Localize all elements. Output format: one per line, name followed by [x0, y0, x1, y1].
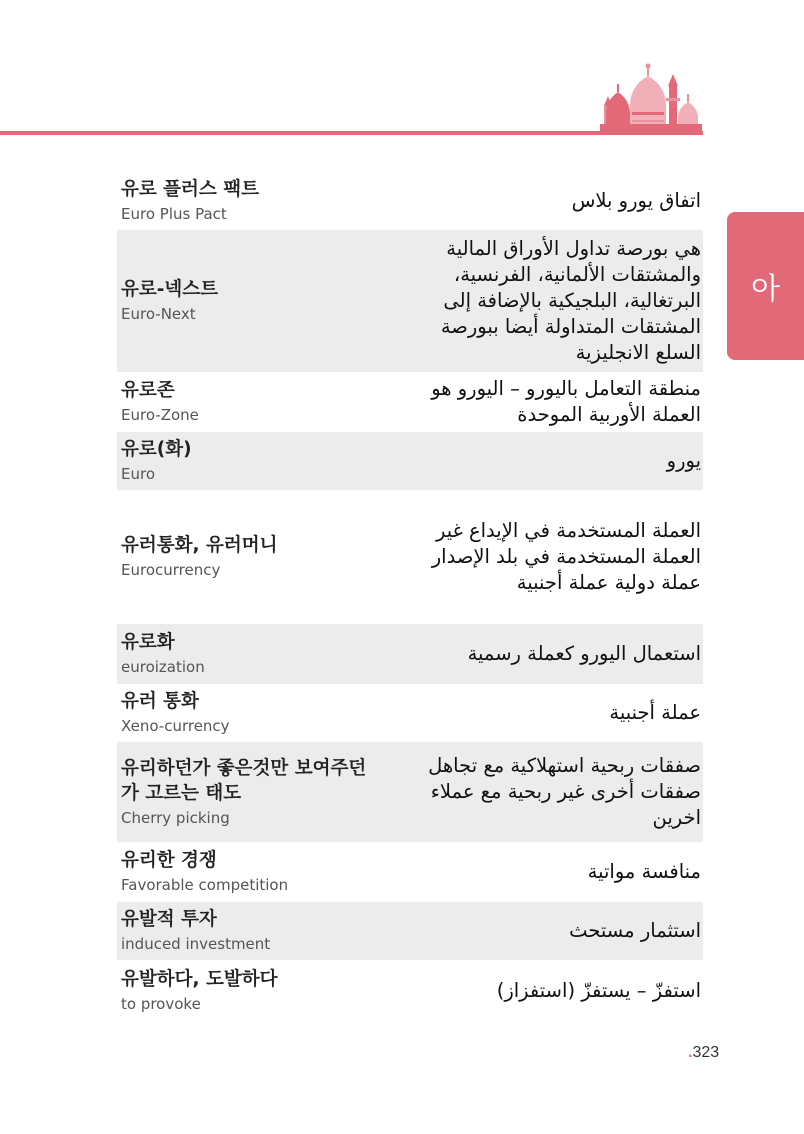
entry-row [117, 172, 703, 230]
korean-term: 유리하던가 좋은것만 보여주던 가 고르는 태도 [121, 757, 367, 804]
english-term: euroization [121, 658, 205, 676]
korean-term: 유러통화, 유러머니 [121, 535, 278, 556]
korean-term: 유러 통화 [121, 691, 199, 712]
arabic-term: هي بورصة تداول الأوراق المالية والمشتقات الألمانية، الفرنسية، البرتغالية، البلجيكية بالإضافة إلى المشتقات المتداولة أيضا ببورصة السلع الانجليزية [440, 237, 701, 364]
korean-term: 유리한 경쟁 [121, 850, 217, 871]
arabic-term: صفقات ربحية استهلاكية مع تجاهل صفقات أخرى غير ربحية مع عملاء اخرين [428, 754, 701, 829]
arabic-term: استفزّ – يستفزّ (استفزاز) [496, 979, 701, 1002]
korean-term: 유로(화) [121, 439, 192, 460]
entry-row [117, 624, 703, 684]
english-term: Euro-Zone [121, 406, 199, 424]
arabic-term: منافسة مواتية [587, 860, 701, 883]
english-term: Euro-Next [121, 305, 196, 323]
arabic-term: يورو [666, 449, 701, 472]
entry-row [117, 372, 703, 432]
glossary-entries [117, 172, 703, 1022]
english-term: induced investment [121, 935, 271, 953]
korean-term: 유로 플러스 팩트 [121, 179, 259, 200]
entry-row [117, 432, 703, 490]
section-letter: 아 [751, 272, 780, 307]
entry-row [117, 960, 703, 1022]
entry-row [117, 490, 703, 624]
arabic-term: عملة أجنبية [609, 701, 701, 724]
page-number-value: 323 [692, 1044, 720, 1061]
page-dot: . [688, 1044, 693, 1061]
arabic-term: استعمال اليورو كعملة رسمية [467, 642, 701, 665]
header-rule [0, 131, 703, 135]
arabic-term: منطقة التعامل باليورو – اليورو هو العملة الأوربية الموحدة [431, 377, 701, 426]
arabic-term: اتفاق يورو بلاس [571, 189, 701, 212]
english-term: Favorable competition [121, 876, 289, 894]
english-term: Xeno-currency [121, 717, 230, 735]
arabic-term: العملة المستخدمة في الإيداع غير العملة المستخدمة في بلد الإصدار عملة دولية عملة أجنبية [431, 519, 701, 594]
korean-term: 유로-넥스트 [121, 279, 219, 300]
section-index-tab[interactable] [727, 212, 804, 360]
korean-term: 유발적 투자 [121, 909, 217, 930]
arabic-term: استثمار مستحث [569, 919, 701, 942]
entry-row [117, 684, 703, 742]
english-term: Euro [121, 465, 155, 483]
english-term: Eurocurrency [121, 561, 221, 579]
korean-term: 유로존 [121, 380, 175, 401]
english-term: Cherry picking [121, 808, 230, 827]
mosque-icon [600, 62, 702, 134]
english-term: Euro Plus Pact [121, 205, 227, 223]
entry-row [117, 742, 703, 842]
korean-term: 유발하다, 도발하다 [121, 969, 278, 990]
entry-row [117, 842, 703, 902]
entry-row [117, 230, 703, 372]
page-number [688, 1044, 719, 1062]
entry-row [117, 902, 703, 960]
korean-term: 유로화 [121, 632, 175, 653]
english-term: to provoke [121, 995, 201, 1013]
